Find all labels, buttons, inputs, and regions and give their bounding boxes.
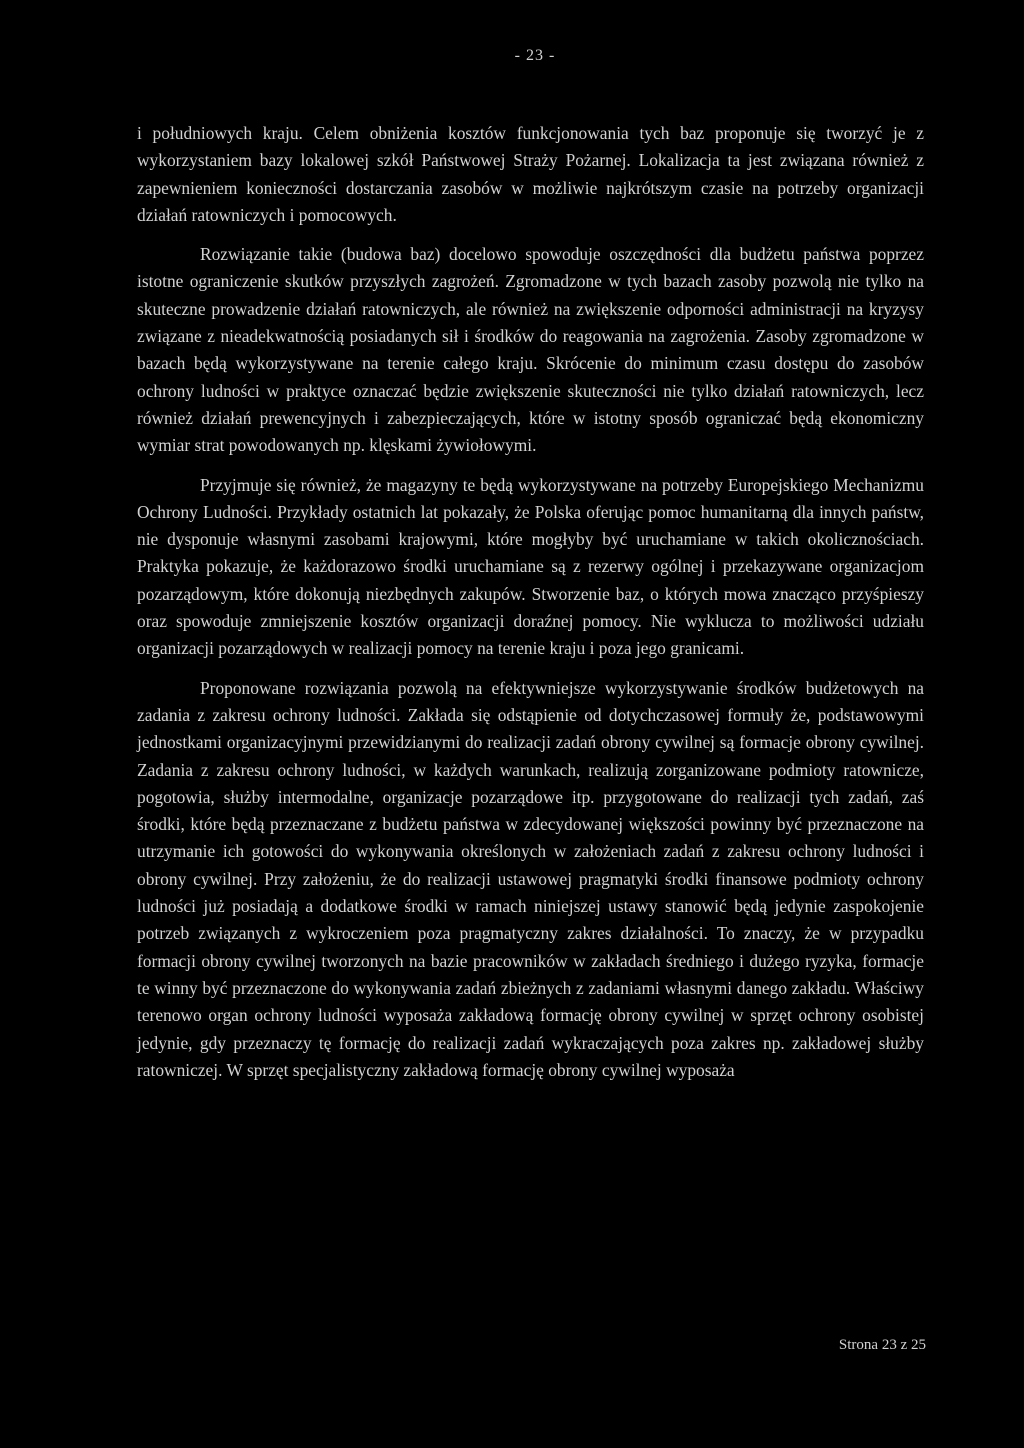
document-body [137, 120, 924, 1096]
page-footer: Strona 23 z 25 [838, 1337, 926, 1353]
paragraph: Rozwiązanie takie (budowa baz) docelowo spowoduje oszczędności dla budżetu państwa poprzez istotne ograniczenie skutków przyszłych zagrożeń. Zgromadzone w tych bazach zasoby pozwolą nie tylko na skuteczne prowadzenie działań ratowniczych, ale również na zwiększenie odporności administracji na kryzysy związane z nieadekwatnością posiadanych sił i środków do reagowania na zagrożenia. Zasoby zgromadzone w bazach będą wykorzystywane na terenie całego kraju. Skrócenie do minimum czasu dostępu do zasobów ochrony ludności w praktyce oznaczać będzie zwiększenie skuteczności nie tylko działań ratowniczych, lecz również działań prewencyjnych i zabezpieczających, które w istotny sposób ograniczać będą ekonomiczny wymiar strat powodowanych np. klęskami żywiołowymi. [137, 244, 924, 456]
paragraph: Proponowane rozwiązania pozwolą na efektywniejsze wykorzystywanie środków budżetowych na zadania z zakresu ochrony ludności. Zakłada się odstąpienie od dotychczasowej formuły że, podstawowymi jednostkami organizacyjnymi przewidzianymi do realizacji zadań obrony cywilnej są formacje obrony cywilnej. Zadania z zakresu ochrony ludności, w każdych warunkach, realizują zorganizowane podmioty ratownicze, pogotowia, służby intermodalne, organizacje pozarządowe itp. przygotowane do realizacji tych zadań, zaś środki, które będą przeznaczane z budżetu państwa w zdecydowanej większości powinny być przeznaczone na utrzymanie ich gotowości do wykonywania określonych w założeniach zadań z zakresu ochrony ludności i obrony cywilnej. Przy założeniu, że do realizacji ustawowej pragmatyki środki finansowe podmioty ochrony ludności już posiadają a dodatkowe środki w ramach niniejszej ustawy stanowić będą jedynie zaspokojenie potrzeb związanych z wykroczeniem poza pragmatyczny zakres działalności. To znaczy, że w przypadku formacji obrony cywilnej tworzonych na bazie pracowników w zakładach średniego i dużego ryzyka, formacje te winny być przeznaczone do wykonywania zadań zbieżnych z zadaniami własnymi danego zakładu. Właściwy terenowo organ ochrony ludności wyposaża zakładową formację obrony cywilnej w sprzęt ochrony osobistej jedynie, gdy przeznaczy tę formację do realizacji zadań wykraczających poza zakres np. zakładowej służby ratowniczej. W sprzęt specjalistyczny zakładową formację obrony cywilnej wyposaża [137, 677, 924, 1080]
paragraph: Przyjmuje się również, że magazyny te będą wykorzystywane na potrzeby Europejskiego Mechanizmu Ochrony Ludności. Przykłady ostatnich lat pokazały, że Polska oferując pomoc humanitarną dla innych państw, nie dysponuje własnymi zasobami krajowymi, które mogłyby być uruchamiane w takich okolicznościach. Praktyka pokazuje, że każdorazowo środki uruchamiane są z rezerwy ogólnej i przekazywane organizacjom pozarządowym, które dokonują niezbędnych zakupów. Stworzenie baz, o których mowa znacząco przyśpieszy oraz spowoduje zmniejszenie kosztów organizacji doraźnej pomocy. Nie wyklucza to możliwości udziału organizacji pozarządowych w realizacji pomocy na terenie kraju i poza jego granicami. [137, 474, 924, 659]
paragraph: i południowych kraju. Celem obniżenia kosztów funkcjonowania tych baz proponuje się tworzyć je z wykorzystaniem bazy lokalowej szkół Państwowej Straży Pożarnej. Lokalizacja ta jest związana również z zapewnieniem konieczności dostarczania zasobów w możliwie najkrótszym czasie na potrzeby organizacji działań ratowniczych i pomocowych. [137, 123, 924, 225]
page-number: - 23 - [514, 47, 556, 64]
